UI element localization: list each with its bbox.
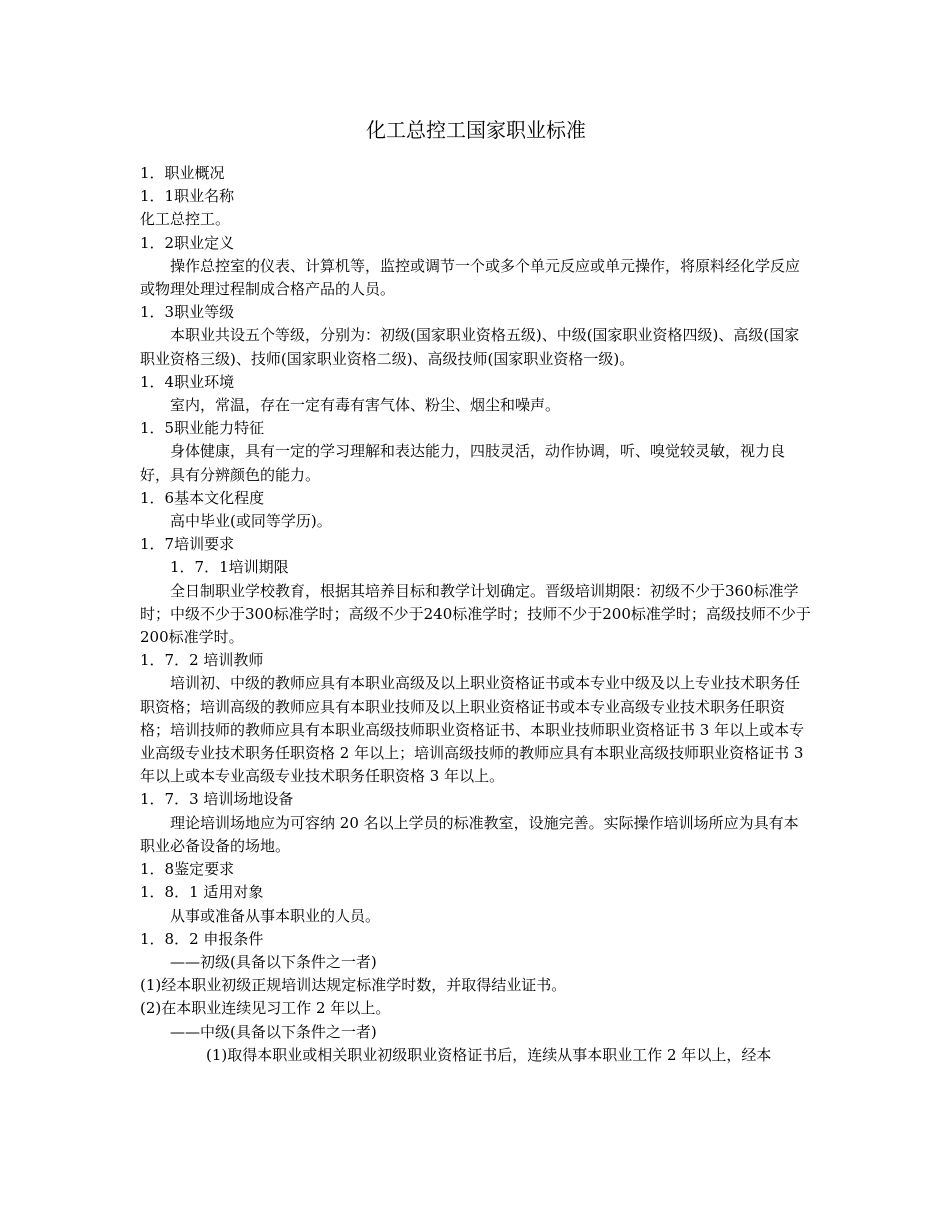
document-paragraph: 1．职业概况: [140, 164, 225, 182]
document-paragraph: 1．3职业等级: [140, 303, 235, 322]
document-paragraph: ——中级(具备以下条件之一者): [170, 1022, 377, 1041]
document-paragraph: 1．6基本文化程度: [140, 488, 265, 507]
document-paragraph: 1．8鉴定要求: [140, 860, 235, 879]
document-paragraph: (1)取得本职业或相关职业初级职业资格证书后，连续从事本职业工作 2 年以上，经本: [206, 1045, 772, 1064]
document-paragraph: 操作总控室的仪表、计算机等，监控或调节一个或多个单元反应或单元操作，将原料经化学反应或物理处理过程制成合格产品的人员。: [140, 256, 801, 299]
document-paragraph: 1．4职业环境: [140, 372, 235, 391]
document-title: 化工总控工国家职业标准: [366, 118, 586, 142]
document-paragraph: 1．8．1 适用对象: [140, 883, 264, 902]
document-paragraph: 1．7培训要求: [140, 535, 235, 554]
document-paragraph: 培训初、中级的教师应具有本职业高级及以上职业资格证书或本专业中级及以上专业技术职务任职资格；培训高级的教师应具有本职业技师及以上职业资格证书或本专业高级专业技术职务任职资格；培训技师的教师应具有本职业高级技师职业资格证书、本职业技师职业资格证书 3 年以上或本专业高级专业技术职务任职资格 2 年以上；培训高级技师的教师应具有本职业高级技师职业资格证书 3 年以上或本专业高级专业技术职务任职资格 3 年以上。: [140, 674, 805, 786]
document-body: [140, 162, 812, 1067]
document-paragraph: 1．7．2 培训教师: [140, 651, 264, 670]
document-paragraph: 1．7．3 培训场地设备: [140, 790, 294, 809]
document-paragraph: 1．1职业名称: [140, 187, 235, 206]
document-paragraph: 身体健康，具有一定的学习理解和表达能力，四肢灵活，动作协调，听、嗅觉较灵敏，视力良好，具有分辨颜色的能力。: [140, 442, 786, 484]
document-paragraph: 从事或准备从事本职业的人员。: [170, 906, 381, 925]
document-paragraph: 化工总控工。: [140, 210, 231, 229]
document-paragraph: ——初级(具备以下条件之一者): [170, 952, 377, 971]
document-paragraph: 全日制职业学校教育，根据其培养目标和教学计划确定。晋级培训期限：初级不少于360标准学时；中级不少于300标准学时；高级不少于240标准学时；技师不少于200标准学时；高级技师不少于200标准学时。: [140, 581, 811, 647]
document-paragraph: 高中毕业(或同等学历)。: [170, 512, 332, 531]
document-paragraph: 室内，常温，存在一定有毒有害气体、粉尘、烟尘和噪声。: [170, 396, 561, 415]
document-paragraph: 1．2职业定义: [140, 233, 235, 252]
document-paragraph: (1)经本职业初级正规培训达规定标准学时数，并取得结业证书。: [140, 976, 567, 995]
document-paragraph: 1．5职业能力特征: [140, 419, 265, 438]
document-paragraph: (2)在本职业连续见习工作 2 年以上。: [140, 999, 391, 1018]
document-paragraph: 1．8．2 申报条件: [140, 929, 264, 948]
document-paragraph: 理论培训场地应为可容纳 20 名以上学员的标准教室，设施完善。实际操作培训场所应为具有本职业必备设备的场地。: [140, 813, 799, 855]
document-paragraph: 1．7．1培训期限: [170, 558, 289, 577]
document-paragraph: 本职业共设五个等级，分别为：初级(国家职业资格五级)、中级(国家职业资格四级)、高级(国家职业资格三级)、技师(国家职业资格二级)、高级技师(国家职业资格一级)。: [140, 326, 800, 368]
